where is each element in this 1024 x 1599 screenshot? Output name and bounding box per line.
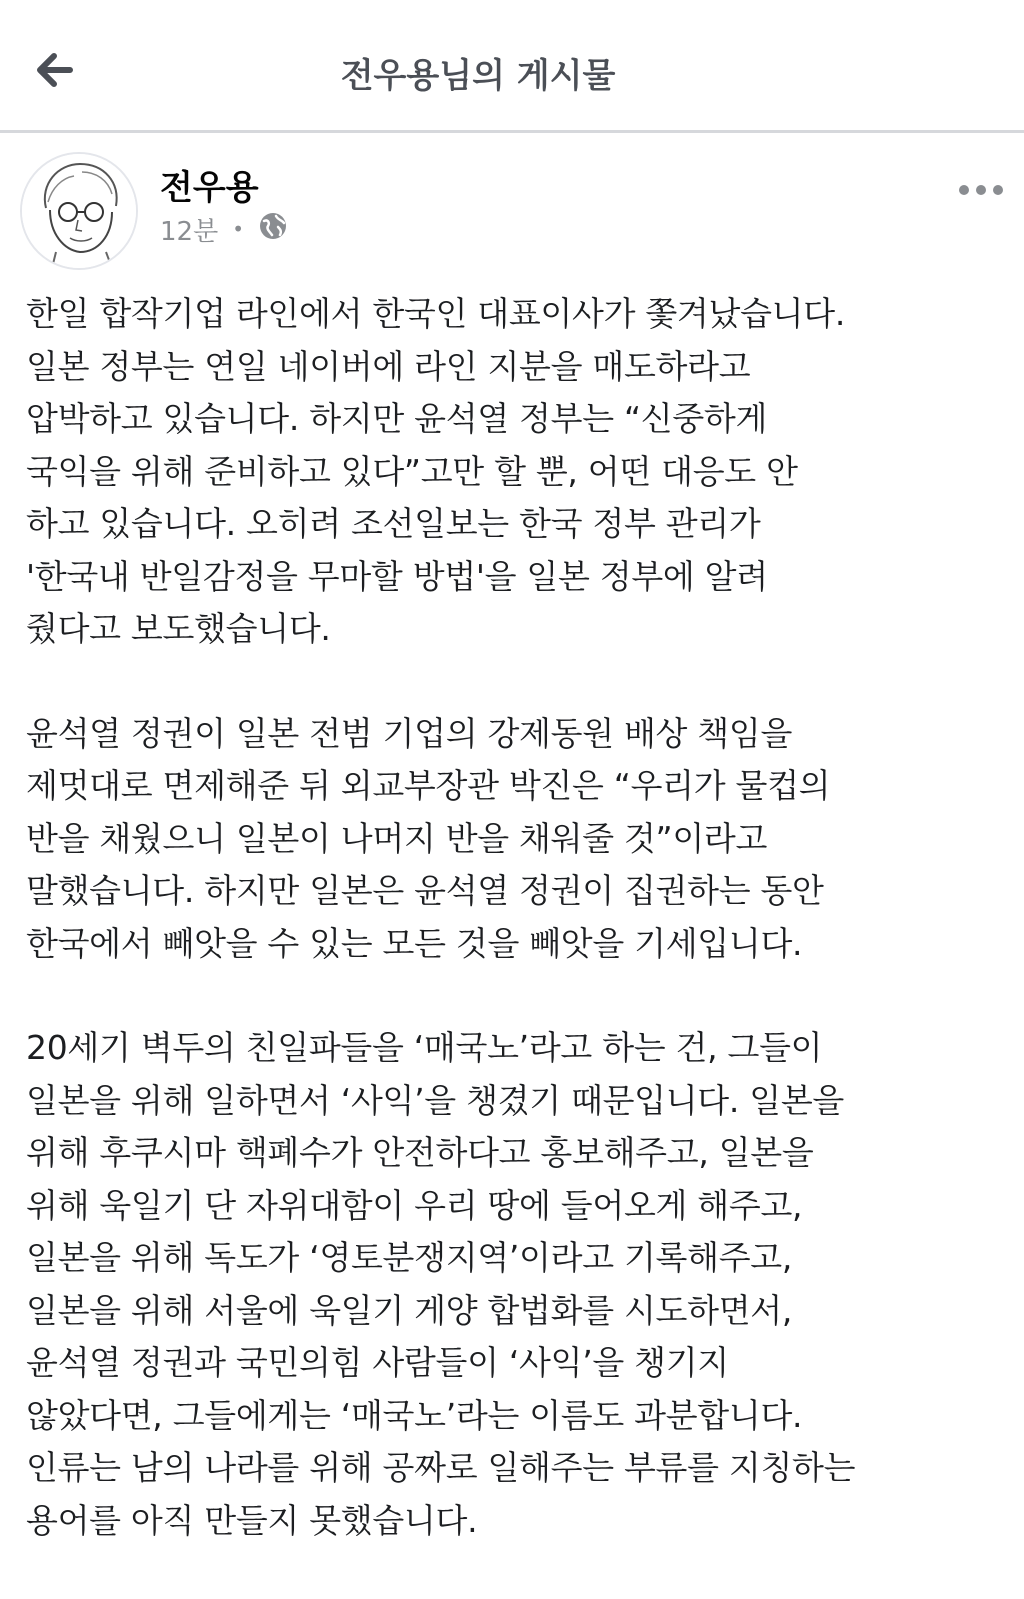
post-text-line: 하고 있습니다. 오히려 조선일보는 한국 정부 관리가 bbox=[26, 504, 761, 543]
post-text-line: 일본 정부는 연일 네이버에 라인 지분을 매도하라고 bbox=[26, 346, 751, 386]
post-text-line: 일본을 위해 일하면서 ‘사익’을 챙겼기 때문입니다. 일본을 bbox=[26, 1080, 845, 1120]
post-timestamp[interactable]: 12분 bbox=[160, 216, 219, 247]
page-title: 전우용님의 게시물 bbox=[340, 56, 616, 96]
post-text-line: 위해 후쿠시마 핵폐수가 안전하다고 홍보해주고, 일본을 bbox=[26, 1133, 814, 1172]
post-text-line: 위해 욱일기 단 자위대함이 우리 땅에 들어오게 해주고, bbox=[26, 1185, 803, 1225]
post-text-line: 용어를 아직 만들지 못했습니다. bbox=[26, 1500, 478, 1540]
post-paragraph bbox=[26, 1022, 986, 1547]
post-text-line: 한일 합작기업 라인에서 한국인 대표이사가 쫓겨났습니다. bbox=[26, 294, 846, 333]
post-paragraph bbox=[26, 288, 986, 656]
top-bar bbox=[0, 0, 1024, 133]
post-text-line: 말했습니다. 하지만 일본은 윤석열 정권이 집권하는 동안 bbox=[26, 871, 824, 910]
post-text-line: 국익을 위해 준비하고 있다”고만 할 뿐, 어떤 대응도 안 bbox=[26, 451, 798, 491]
more-options-icon[interactable] bbox=[956, 170, 1006, 210]
post-body bbox=[26, 288, 986, 1599]
separator-dot: • bbox=[232, 217, 244, 241]
post-meta bbox=[160, 212, 288, 246]
post-text-line: 윤석열 정권과 국민의힘 사람들이 ‘사익’을 챙기지 bbox=[26, 1343, 729, 1382]
post-text-line: 않았다면, 그들에게는 ‘매국노’라는 이름도 과분합니다. bbox=[26, 1395, 803, 1435]
post-paragraph bbox=[26, 708, 986, 971]
post-text-line: 압박하고 있습니다. 하지만 윤석열 정부는 “신중하게 bbox=[26, 399, 768, 438]
post-text-line: 제멋대로 면제해준 뒤 외교부장관 박진은 “우리가 물컵의 bbox=[26, 766, 831, 805]
post-text-line: 한국에서 빼앗을 수 있는 모든 것을 빼앗을 기세입니다. bbox=[26, 923, 803, 963]
post-text-line: 20세기 벽두의 친일파들을 ‘매국노’라고 하는 건, 그들이 bbox=[26, 1028, 823, 1067]
post-text-line: 반을 채웠으니 일본이 나머지 반을 채워줄 것”이라고 bbox=[26, 818, 768, 858]
post-text-line: 줬다고 보도했습니다. bbox=[26, 609, 331, 648]
author-name[interactable]: 전우용 bbox=[160, 168, 259, 208]
post-text-line: 인류는 남의 나라를 위해 공짜로 일해주는 부류를 지칭하는 bbox=[26, 1448, 856, 1487]
globe-icon[interactable] bbox=[258, 211, 288, 248]
post-text-line: '한국내 반일감정을 무마할 방법'을 일본 정부에 알려 bbox=[26, 556, 768, 596]
post-text-line: 윤석열 정권이 일본 전범 기업의 강제동원 배상 책임을 bbox=[26, 713, 793, 753]
avatar[interactable] bbox=[20, 152, 138, 270]
post-text-line: 일본을 위해 독도가 ‘영토분쟁지역’이라고 기록해주고, bbox=[26, 1238, 793, 1277]
post-text-line: 일본을 위해 서울에 욱일기 게양 합법화를 시도하면서, bbox=[26, 1290, 793, 1330]
